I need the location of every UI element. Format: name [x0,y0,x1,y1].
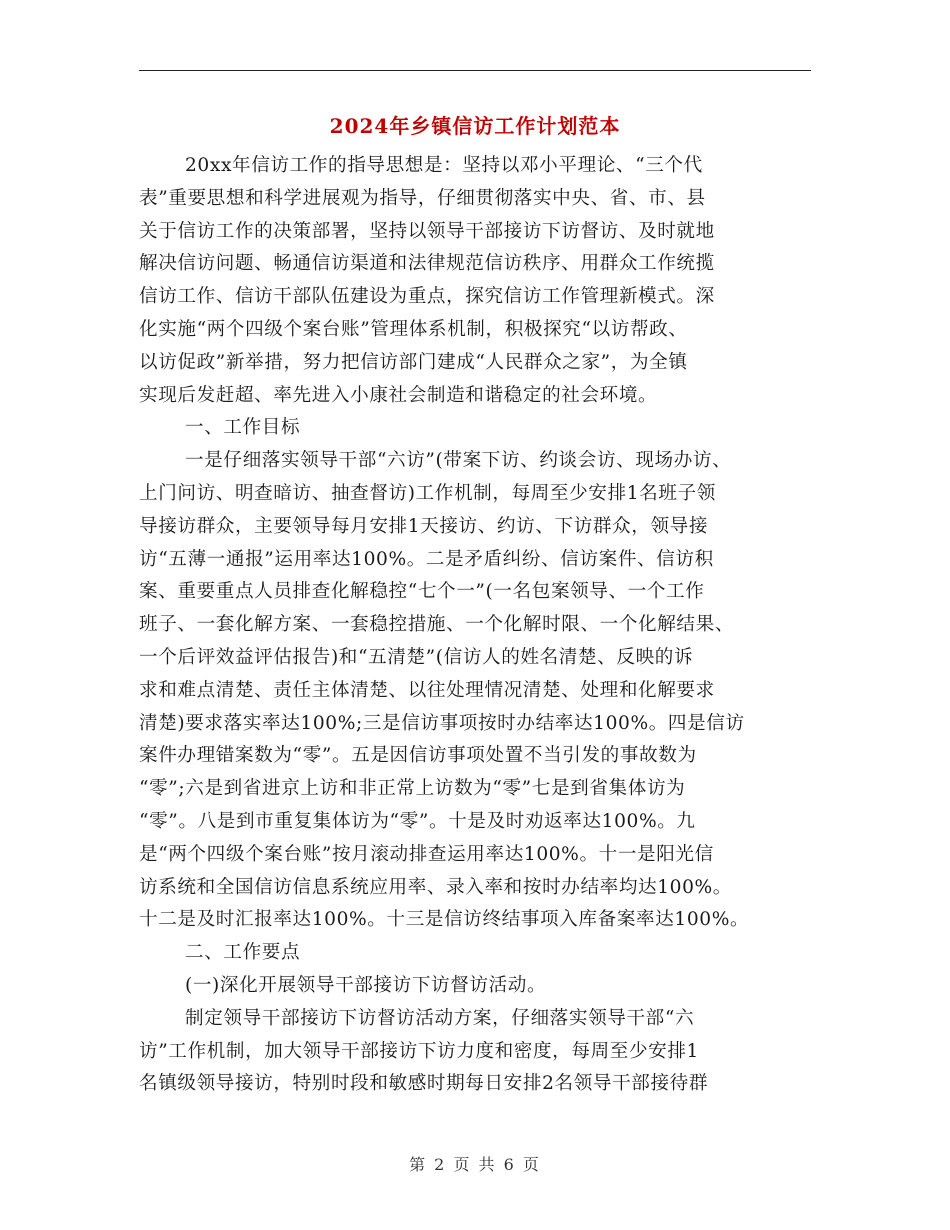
paragraph-line: 案件办理错案数为“零”。五是因信访事项处置不当引发的事故数为 [139,745,697,767]
paragraph-line: 一个后评效益评估报告)和“五清楚”(信访人的姓名清楚、反映的诉 [139,646,694,668]
paragraph-line: 实现后发赶超、率先进入小康社会制造和谐稳定的社会环境。 [139,384,658,406]
paragraph-line: 上门问访、明查暗访、抽查督访)工作机制，每周至少安排1名班子领 [139,482,716,504]
paragraph-line: 一是仔细落实领导干部“六访”(带案下访、约谈会访、现场办访、 [185,450,732,472]
paragraph-line: 访”工作机制，加大领导干部接访下访力度和密度，每周至少安排1 [139,1040,699,1062]
paragraph-line: 信访工作、信访干部队伍建设为重点，探究信访工作管理新模式。深 [139,286,715,308]
section-heading: 二、工作要点 [185,942,301,964]
paragraph-line: 关于信访工作的决策部署，坚持以领导干部接访下访督访、及时就地 [139,220,715,242]
paragraph-line: 是“两个四级个案台账”按月滚动排查运用率达100%。十一是阳光信 [139,843,714,865]
section-heading: 一、工作目标 [185,417,301,439]
paragraph-line: 求和难点清楚、责任主体清楚、以往处理情况清楚、处理和化解要求 [139,679,715,701]
paragraph-line: 访“五薄一通报”运用率达100%。二是矛盾纠纷、信访案件、信访积 [139,548,714,570]
paragraph-line: 十二是及时汇报率达100%。十三是信访终结事项入库备案率达100%。 [139,909,750,931]
paragraph-line: 以访促政”新举措，努力把信访部门建成“人民群众之家”，为全镇 [139,351,688,373]
paragraph-line: 表”重要思想和科学进展观为指导，仔细贯彻落实中央、省、市、县 [139,187,706,209]
paragraph-line: 清楚)要求落实率达100%;三是信访事项按时办结率达100%。四是信访 [139,712,745,734]
paragraph-line: “零”;六是到省进京上访和非正常上访数为“零”七是到省集体访为 [139,778,686,800]
page-number-footer: 第 2 页 共 6 页 [409,1155,541,1174]
paragraph-line: 访系统和全国信访信息系统应用率、录入率和按时办结率均达100%。 [139,876,732,898]
paragraph-line: 名镇级领导接访，特别时段和敏感时期每日安排2名领导干部接待群 [139,1073,709,1095]
paragraph-line: 导接访群众，主要领导每月安排1天接访、约访、下访群众，领导接 [139,515,709,537]
paragraph-line: 班子、一套化解方案、一套稳控措施、一个化解时限、一个化解结果、 [139,614,735,636]
document-title: 2024年乡镇信访工作计划范本 [329,114,621,138]
paragraph-line: “零”。八是到市重复集体访为“零”。十是及时劝返率达100%。九 [139,810,696,832]
document-body [139,150,811,1101]
paragraph-line: 案、重要重点人员排查化解稳控“七个一”(一名包案领导、一个工作 [139,581,705,603]
header-rule [139,70,811,71]
paragraph-line: 制定领导干部接访下访督访活动方案，仔细落实领导干部“六 [185,1007,695,1029]
paragraph-line: 化实施“两个四级个案台账”管理体系机制，积极探究“以访帮政、 [139,318,688,340]
subsection-heading: (一)深化开展领导干部接访下访督访活动。 [185,974,547,996]
paragraph-line: 20xx年信访工作的指导思想是：坚持以邓小平理论、“三个代 [185,155,703,176]
paragraph-line: 解决信访问题、畅通信访渠道和法律规范信访秩序、用群众工作统揽 [139,253,715,275]
